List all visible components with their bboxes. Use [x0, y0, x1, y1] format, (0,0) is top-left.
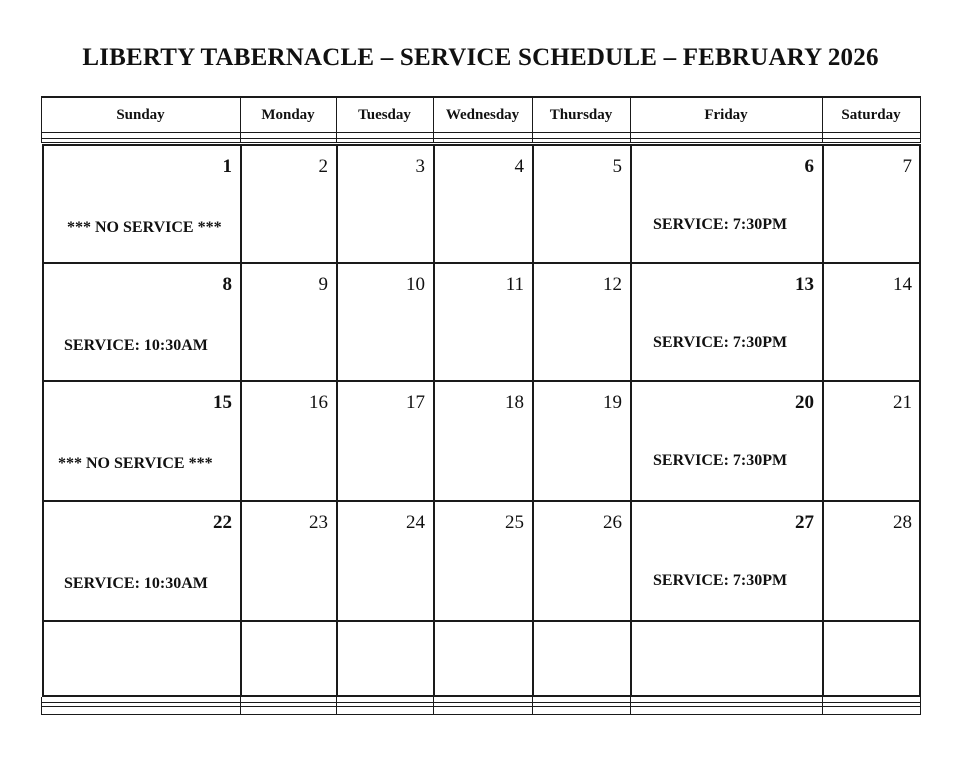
footer-column-divider [433, 697, 434, 715]
row-divider [42, 262, 920, 264]
day-number: 24 [406, 512, 425, 533]
day-number: 9 [318, 274, 328, 295]
weekday-header-saturday: Saturday [841, 106, 901, 123]
weekday-header-thursday: Thursday [549, 106, 613, 123]
friday-event: SERVICE: 7:30PM [653, 216, 788, 233]
header-bottom-rule-2 [41, 138, 921, 139]
footer-column-divider [822, 697, 823, 715]
day-number: 23 [309, 512, 328, 533]
day-number: 22 [213, 512, 232, 533]
day-number: 11 [505, 274, 524, 295]
column-divider [822, 145, 824, 696]
day-number: 27 [795, 512, 814, 533]
header-bottom-rule-3 [41, 142, 921, 143]
day-number: 26 [603, 512, 622, 533]
weekday-header-tuesday: Tuesday [358, 106, 411, 123]
day-number: 14 [893, 274, 912, 295]
weekday-header-monday: Monday [261, 106, 315, 123]
footer-column-divider [240, 697, 241, 715]
day-number: 16 [309, 392, 328, 413]
day-number: 25 [505, 512, 524, 533]
footer-column-divider [920, 697, 921, 715]
footer-column-divider [41, 697, 42, 715]
sunday-event: *** NO SERVICE *** [58, 455, 213, 472]
day-number: 15 [213, 392, 232, 413]
column-divider [433, 145, 435, 696]
footer-column-divider [336, 697, 337, 715]
weekday-header-sunday: Sunday [116, 106, 165, 123]
grid-top-border [42, 144, 920, 146]
day-number: 20 [795, 392, 814, 413]
grid-right-border [919, 144, 921, 697]
day-number: 17 [406, 392, 425, 413]
row-divider [42, 500, 920, 502]
friday-event: SERVICE: 7:30PM [653, 334, 788, 351]
day-number: 4 [514, 156, 524, 177]
day-number: 13 [795, 274, 814, 295]
day-number: 8 [222, 274, 232, 295]
column-divider [336, 145, 338, 696]
day-number: 6 [804, 156, 814, 177]
row-divider [42, 380, 920, 382]
header-column-divider [920, 96, 921, 143]
footer-rule-1 [41, 702, 921, 703]
day-number: 1 [222, 156, 232, 177]
weekday-header-wednesday: Wednesday [445, 106, 520, 123]
column-divider [240, 145, 242, 696]
day-number: 12 [603, 274, 622, 295]
footer-column-divider [630, 697, 631, 715]
day-number: 28 [893, 512, 912, 533]
column-divider [630, 145, 632, 696]
footer-column-divider [532, 697, 533, 715]
day-number: 2 [318, 156, 328, 177]
footer-rule-3 [41, 714, 921, 715]
row-divider [42, 620, 920, 622]
friday-event: SERVICE: 7:30PM [653, 452, 788, 469]
day-number: 10 [406, 274, 425, 295]
day-number: 5 [612, 156, 622, 177]
day-number: 21 [893, 392, 912, 413]
day-number: 7 [902, 156, 912, 177]
footer-rule-2 [41, 706, 921, 707]
column-divider [532, 145, 534, 696]
page-title: LIBERTY TABERNACLE – SERVICE SCHEDULE – FEBRUARY 2026 [82, 44, 879, 71]
day-number: 19 [603, 392, 622, 413]
grid-bottom-border [42, 695, 920, 697]
sunday-event: *** NO SERVICE *** [67, 219, 222, 236]
friday-event: SERVICE: 7:30PM [653, 572, 788, 589]
day-number: 3 [415, 156, 425, 177]
sunday-event: SERVICE: 10:30AM [64, 337, 208, 354]
weekday-header-friday: Friday [704, 106, 748, 123]
sunday-event: SERVICE: 10:30AM [64, 575, 208, 592]
grid-left-border [42, 144, 44, 697]
day-number: 18 [505, 392, 524, 413]
header-bottom-rule-1 [41, 132, 921, 133]
